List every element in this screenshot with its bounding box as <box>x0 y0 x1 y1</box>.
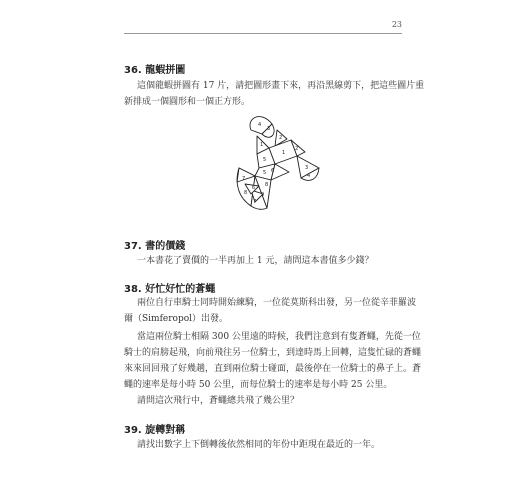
puzzle-label: 5 <box>263 157 267 163</box>
problem-37-text-line-1: 一本書花了賣價的一半再加上 1 元，請問這本書值多少錢？ <box>137 256 374 266</box>
problem-37-title: 37. 書的價錢 <box>124 241 186 252</box>
problem-38-text-line-6: 蠅的速率是每小時 50 公里，而每位騎士的速率是每小時 25 公里。 <box>124 380 393 390</box>
puzzle-label: 9 <box>261 192 265 198</box>
problem-39-text-line-1: 請找出數字上下倒轉後依然相同的年份中距現在最近的一年。 <box>137 440 381 450</box>
puzzle-label: 4 <box>258 122 262 128</box>
puzzle-label: 8 <box>265 182 269 188</box>
header-rule <box>124 33 402 34</box>
problem-39-title: 39. 旋轉對稱 <box>124 425 186 436</box>
problem-36-text-line-1: 這個龍蝦拼圖有 17 片，請把圖形畫下來，再沿黑線剪下，把這些圖片重 <box>137 81 425 91</box>
puzzle-label: 2 <box>295 146 299 152</box>
puzzle-label: 3 <box>267 126 271 132</box>
problem-38-text-line-3: 當這兩位騎士相隔 300 公里遠的時候，我們注意到有隻蒼蠅，先從一位 <box>137 332 421 342</box>
problem-38-text-line-4: 騎士的肩膀起飛，向前飛往另一位騎士，到達時馬上回轉，這隻忙碌的蒼蠅 <box>124 348 422 358</box>
problem-38-text-line-2: 爾（Simferopol）出發。 <box>124 314 229 324</box>
puzzle-label: 6 <box>252 185 256 191</box>
puzzle-label: 7 <box>253 199 257 205</box>
puzzle-label: 5 <box>263 170 267 176</box>
puzzle-label: 1 <box>282 150 286 156</box>
puzzle-label: 6 <box>271 168 275 174</box>
puzzle-label: 3 <box>305 165 309 171</box>
problem-38-text-line-7: 請問這次飛行中，蒼蠅總共飛了幾公里？ <box>137 396 300 406</box>
problem-38-text-line-1: 兩位自行車騎士同時開始練騎，一位從莫斯科出發，另一位從辛菲羅波 <box>137 298 417 308</box>
problem-38-text-line-5: 來來回回飛了好幾趟，直到兩位騎士碰面，最後停在一位騎士的鼻子上。蒼 <box>124 364 422 374</box>
puzzle-label: 7 <box>242 176 246 182</box>
puzzle-label: 4 <box>307 173 311 179</box>
puzzle-label: 2 <box>279 135 283 141</box>
page-number: 23 <box>391 20 402 29</box>
lobster-puzzle-svg <box>215 106 330 218</box>
problem-36-title: 36. 龍蝦拼圖 <box>124 65 186 76</box>
puzzle-label: 8 <box>244 190 248 196</box>
problem-36-text-line-2: 新排成一個圓形和一個正方形。 <box>124 97 251 107</box>
lobster-puzzle-figure <box>215 106 330 222</box>
problem-38-title: 38. 好忙好忙的蒼蠅 <box>124 284 216 295</box>
puzzle-label: 1 <box>260 142 264 148</box>
